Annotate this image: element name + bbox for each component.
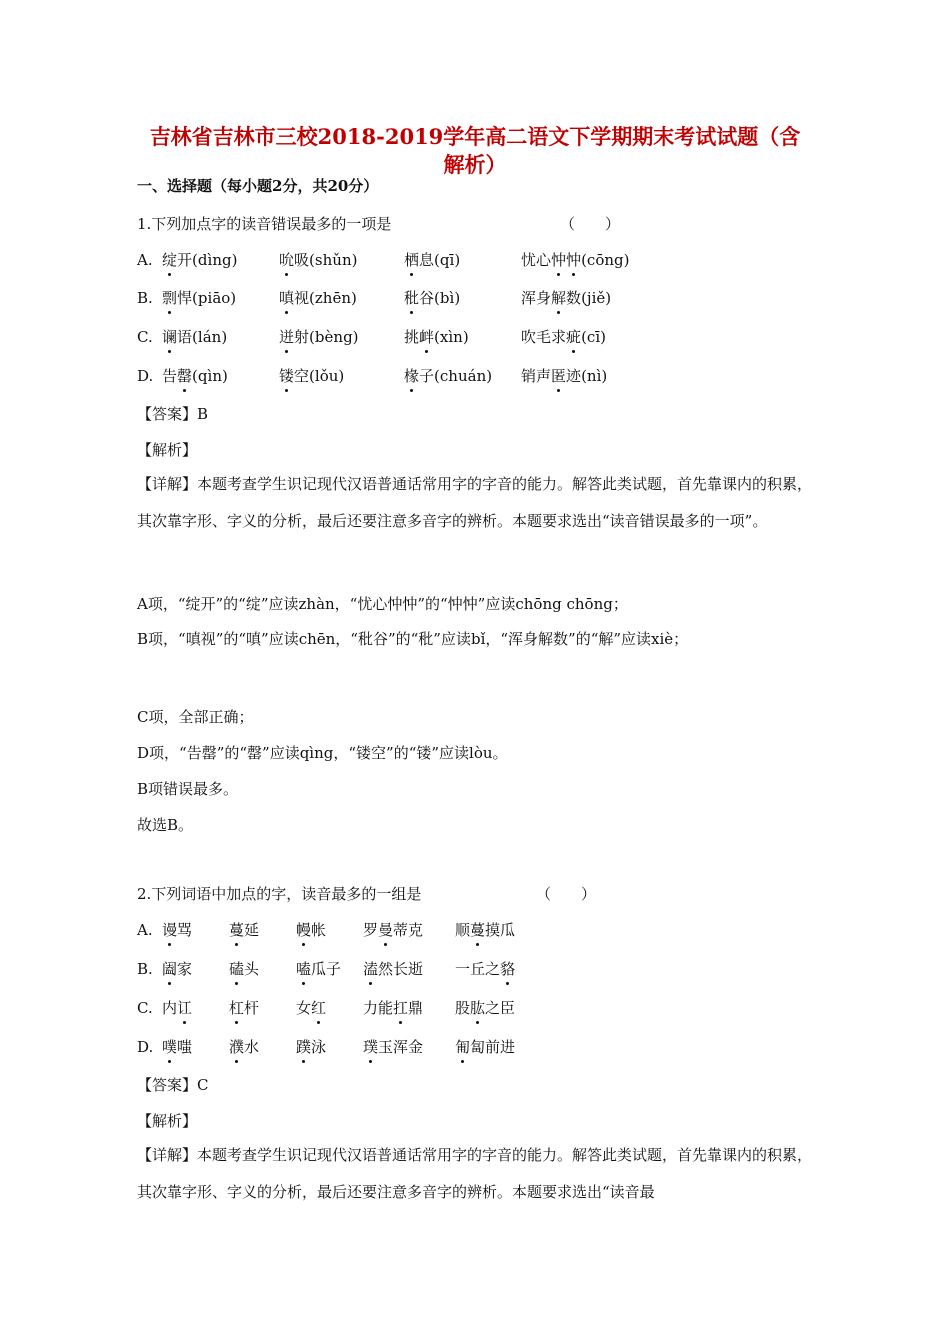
- option-item: 磕头: [229, 960, 260, 978]
- option-item: 栖息(qī): [404, 251, 461, 269]
- q2-stem: 2.下列词语中加点的字，读音最多的一组是: [137, 885, 422, 903]
- option-item: 溘然长逝: [363, 960, 424, 978]
- q1-answer-paren: （ ）: [560, 215, 621, 233]
- option-item: 一丘之貉: [455, 960, 516, 978]
- option-item: 浑身解数(jiě): [521, 289, 612, 307]
- q1-conclusion: 故选B。: [137, 816, 194, 834]
- q2-answer: 【答案】C: [137, 1076, 209, 1094]
- option-item: 杠杆: [229, 999, 260, 1017]
- option-item: 顺蔓摸瓜: [455, 921, 516, 939]
- option-item: 女红: [296, 999, 327, 1017]
- option-item: 力能扛鼎: [363, 999, 424, 1017]
- option-label: A.: [137, 921, 153, 939]
- option-item: 告罄(qìn): [162, 367, 228, 385]
- option-label: A.: [137, 251, 153, 269]
- option-item: 阖家: [162, 960, 193, 978]
- option-item: 股肱之臣: [455, 999, 516, 1017]
- option-item: 秕谷(bì): [404, 289, 461, 307]
- q1-analysis-b: B项，“嗔视”的“嗔”应读chēn，“秕谷”的“秕”应读bǐ，“浑身解数”的“解”应读xiè；: [137, 630, 689, 648]
- option-item: 蔓延: [229, 921, 260, 939]
- option-item: 噗嗤: [162, 1038, 193, 1056]
- q1-answer: 【答案】B: [137, 405, 209, 423]
- q1-analysis-heading: 【解析】: [137, 441, 198, 459]
- option-label: D.: [137, 1038, 154, 1056]
- option-item: 幔帐: [296, 921, 327, 939]
- option-label: B.: [137, 289, 153, 307]
- option-item: 剽悍(piāo): [162, 289, 237, 307]
- q1-analysis-a: A项，“绽开”的“绽”应读zhàn，“忧心忡忡”的“忡忡”应读chōng chōng；: [137, 595, 628, 613]
- q2-detail: 【详解】本题考查学生识记现代汉语普通话常用字的字音的能力。解答此类试题，首先靠课内的积累，其次靠字形、字义的分析，最后还要注意多音字的辨析。本题要求选出“读音最: [137, 1146, 813, 1201]
- option-item: 濮水: [229, 1038, 260, 1056]
- option-item: 吮吸(shǔn): [279, 251, 358, 269]
- option-item: 罗曼蒂克: [363, 921, 424, 939]
- option-label: C.: [137, 328, 153, 346]
- option-item: 谩骂: [162, 921, 193, 939]
- q1-analysis-c: C项，全部正确；: [137, 708, 254, 726]
- q1-stem: 1.下列加点字的读音错误最多的一项是: [137, 215, 392, 233]
- option-item: 挑衅(xìn): [404, 328, 469, 346]
- option-label: B.: [137, 960, 153, 978]
- option-item: 椽子(chuán): [404, 367, 493, 385]
- q1-detail: 【详解】本题考查学生识记现代汉语普通话常用字的字音的能力。解答此类试题，首先靠课内的积累，其次靠字形、字义的分析，最后还要注意多音字的辨析。本题要求选出“读音错误最多的一项”。: [137, 475, 813, 530]
- option-item: 内讧: [162, 999, 193, 1017]
- option-item: 嗑瓜子: [296, 960, 342, 978]
- option-item: 谰语(lán): [162, 328, 228, 346]
- option-label: C.: [137, 999, 153, 1017]
- q1-analysis-summary: B项错误最多。: [137, 780, 239, 798]
- document-title-line-1: 吉林省吉林市三校2018-2019学年高二语文下学期期末考试试题（含: [149, 124, 801, 149]
- option-item: 蹼泳: [296, 1038, 327, 1056]
- option-item: 匍匐前进: [455, 1038, 516, 1056]
- option-item: 璞玉浑金: [363, 1038, 424, 1056]
- q1-analysis-d: D项，“告罄”的“罄”应读qìng，“镂空”的“镂”应读lòu。: [137, 744, 508, 762]
- q2-answer-paren: （ ）: [536, 885, 597, 903]
- option-item: 嗔视(zhēn): [279, 289, 357, 307]
- option-item: 镂空(lǒu): [279, 367, 345, 385]
- option-item: 绽开(dìng): [162, 251, 238, 269]
- document-title-line-2: 解析）: [443, 152, 507, 177]
- option-item: 忧心忡忡(cōng): [521, 251, 630, 269]
- option-item: 销声匿迹(nì): [521, 367, 608, 385]
- q2-analysis-heading: 【解析】: [137, 1112, 198, 1130]
- option-item: 吹毛求疵(cī): [521, 328, 606, 346]
- option-item: 迸射(bèng): [279, 328, 359, 346]
- option-label: D.: [137, 367, 154, 385]
- section-heading: 一、选择题（每小题2分，共20分）: [137, 177, 379, 195]
